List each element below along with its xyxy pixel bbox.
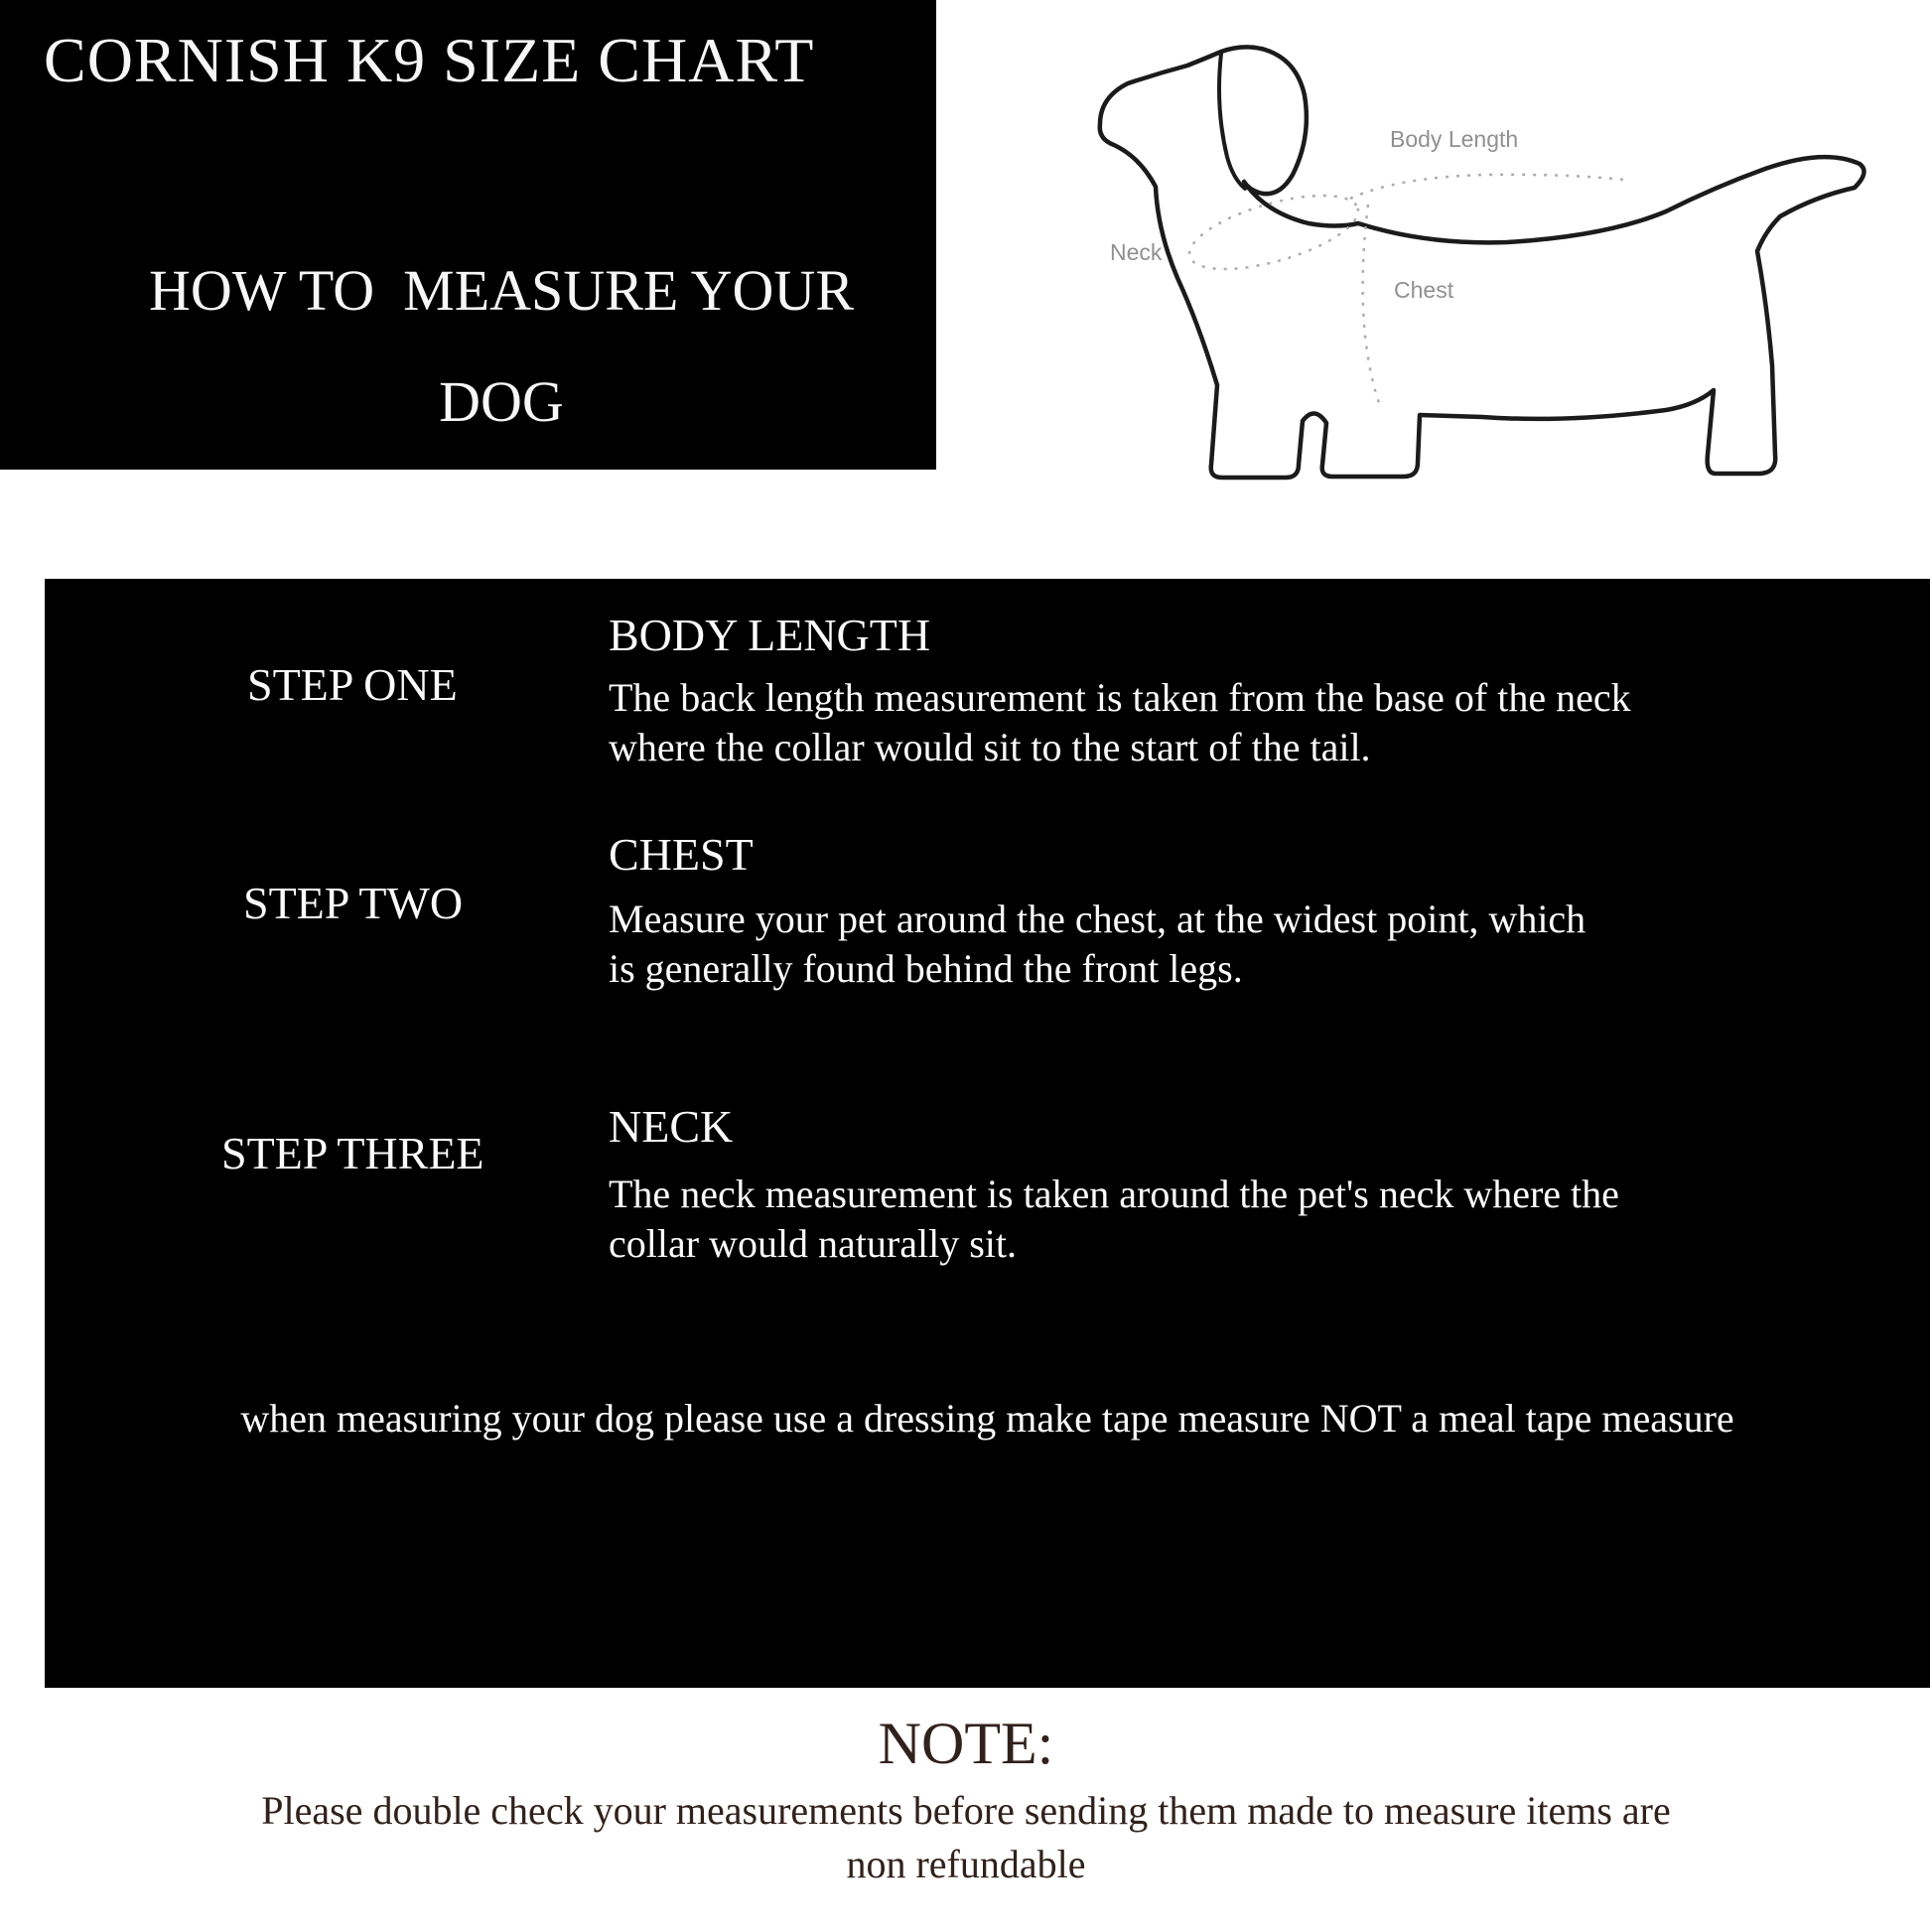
chest-description bbox=[609, 895, 1850, 994]
body-length-measure-dash bbox=[1350, 175, 1624, 199]
header-panel bbox=[0, 0, 936, 470]
tape-measure-note: when measuring your dog please use a dressing make tape measure NOT a meal tape measure bbox=[240, 1396, 1734, 1441]
body-length-description-line2: where the collar would sit to the start of the tail. bbox=[609, 725, 1371, 769]
footer-note-line2: non refundable bbox=[846, 1842, 1086, 1886]
chest-measure-dash bbox=[1363, 205, 1381, 408]
neck-description-line2: collar would naturally sit. bbox=[609, 1221, 1018, 1266]
footer-note-line1: Please double check your measurements before sending them made to measure items are bbox=[261, 1788, 1671, 1833]
neck-description-line1: The neck measurement is taken around the pet's neck where the bbox=[609, 1172, 1619, 1216]
neck-measure-dash bbox=[1181, 181, 1365, 284]
dog-outline bbox=[1100, 47, 1864, 478]
neck-label: Neck bbox=[1110, 239, 1163, 265]
neck-heading: NECK bbox=[609, 1101, 734, 1152]
dog-measurement-diagram bbox=[1070, 28, 1884, 494]
chest-heading: CHEST bbox=[609, 829, 754, 880]
steps-panel bbox=[45, 579, 1930, 1688]
step-three-label: STEP THREE bbox=[221, 1128, 484, 1178]
footer-note-title: NOTE: bbox=[878, 1711, 1054, 1776]
step-two-label: STEP TWO bbox=[243, 878, 464, 928]
page-subtitle-line1: HOW TO MEASURE YOUR bbox=[148, 258, 855, 323]
body-length-description bbox=[609, 673, 1850, 772]
body-length-label: Body Length bbox=[1390, 126, 1519, 152]
chest-description-line1: Measure your pet around the chest, at the widest point, which bbox=[609, 897, 1587, 941]
chest-label: Chest bbox=[1394, 277, 1454, 303]
neck-description bbox=[609, 1170, 1850, 1269]
body-length-heading: BODY LENGTH bbox=[609, 610, 931, 660]
body-length-description-line1: The back length measurement is taken from the base of the neck bbox=[609, 675, 1631, 720]
chest-description-line2: is generally found behind the front legs. bbox=[609, 946, 1243, 991]
step-one-label: STEP ONE bbox=[247, 659, 458, 710]
page-subtitle-line2: DOG bbox=[439, 369, 564, 434]
dog-ear-line bbox=[1219, 54, 1245, 189]
page-title: CORNISH K9 SIZE CHART bbox=[44, 25, 815, 95]
